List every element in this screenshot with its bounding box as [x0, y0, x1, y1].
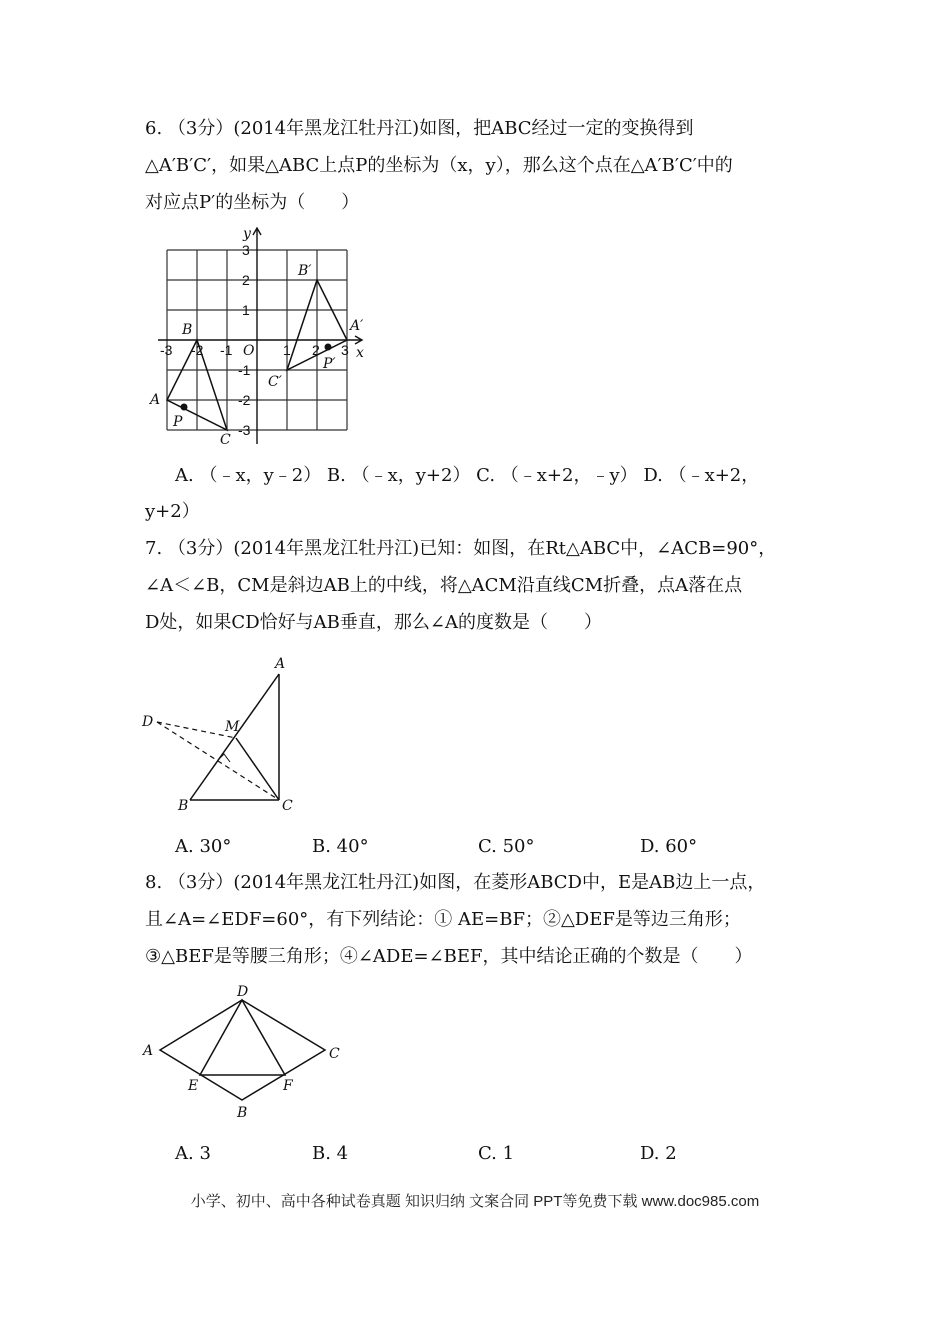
x-tick-1: 1 [283, 342, 291, 358]
y-tick-neg2: -2 [238, 392, 251, 408]
x-tick-2: 2 [312, 342, 320, 358]
label-b: B [178, 798, 189, 814]
x-tick-3: 3 [341, 342, 349, 358]
q6-options-line-2: y+2） [145, 501, 200, 522]
label-c: C [282, 798, 293, 814]
label-c-prime: C′ [268, 374, 282, 390]
q8-option-d: D. 2 [640, 1143, 677, 1164]
q7-line-1: 7. （3分）(2014年黑龙江牡丹江)已知：如图，在Rt△ABC中，∠ACB=90°， [145, 538, 777, 559]
q7-option-b: B. 40° [312, 836, 369, 857]
y-tick-3: 3 [242, 242, 250, 258]
origin-label: O [243, 343, 255, 359]
q8-line-2: 且∠A=∠EDF=60°，有下列结论：① AE=BF；②△DEF是等边三角形； [145, 909, 741, 930]
q8-option-b: B. 4 [312, 1143, 349, 1164]
label-d: D [142, 714, 154, 730]
label-a: A [150, 392, 161, 408]
q6-options-line-1: A. （﹣x，y﹣2） B. （﹣x，y+2） C. （﹣x+2，﹣y） D. （﹣x+2， [175, 465, 760, 486]
x-tick-neg3: -3 [160, 342, 173, 358]
q8-option-a: A. 3 [175, 1143, 211, 1164]
label-b: B [182, 322, 193, 338]
label-m: M [225, 719, 240, 735]
x-axis-label: x [356, 345, 364, 361]
label-a: A [143, 1043, 154, 1059]
label-c: C [329, 1046, 340, 1062]
label-e: E [188, 1078, 199, 1094]
q6-line-2: △A′B′C′，如果△ABC上点P的坐标为（x，y），那么这个点在△A′B′C′中的 [145, 155, 733, 176]
y-tick-neg1: -1 [238, 362, 251, 378]
q7-option-d: D. 60° [640, 836, 698, 857]
q8-option-c: C. 1 [478, 1143, 515, 1164]
q7-line-2: ∠A＜∠B，CM是斜边AB上的中线，将△ACM沿直线CM折叠，点A落在点 [145, 575, 743, 596]
y-axis-label: y [243, 226, 251, 242]
label-c: C [220, 432, 231, 448]
label-b: B [237, 1105, 248, 1121]
y-tick-1: 1 [242, 302, 250, 318]
q8-line-3: ③△BEF是等腰三角形；④∠ADE=∠BEF，其中结论正确的个数是（ ） [145, 946, 753, 967]
page-footer: 小学、初中、高中各种试卷真题 知识归纳 文案合同 PPT等免费下载 www.doc985.com [190, 1193, 760, 1210]
label-p: P [173, 414, 183, 430]
y-tick-neg3: -3 [238, 422, 251, 438]
label-f: F [283, 1078, 293, 1094]
q6-line-3: 对应点P′的坐标为（ ） [145, 192, 360, 213]
label-p-prime: P′ [323, 356, 336, 372]
x-tick-neg2: -2 [191, 342, 204, 358]
label-b-prime: B′ [298, 263, 312, 279]
q7-option-c: C. 50° [478, 836, 535, 857]
label-d: D [237, 984, 249, 1000]
q7-line-3: D处，如果CD恰好与AB垂直，那么∠A的度数是（ ） [145, 612, 602, 633]
q7-option-a: A. 30° [175, 836, 232, 857]
q8-line-1: 8. （3分）(2014年黑龙江牡丹江)如图，在菱形ABCD中，E是AB边上一点， [145, 872, 766, 893]
y-tick-2: 2 [242, 272, 250, 288]
rhombus-abcd [160, 1000, 325, 1100]
triangle-def [200, 1000, 285, 1075]
q6-line-1: 6. （3分）(2014年黑龙江牡丹江)如图，把ABC经过一定的变换得到 [145, 118, 694, 139]
x-tick-neg1: -1 [220, 342, 233, 358]
label-a: A [275, 656, 286, 672]
label-a-prime: A′ [350, 318, 364, 334]
